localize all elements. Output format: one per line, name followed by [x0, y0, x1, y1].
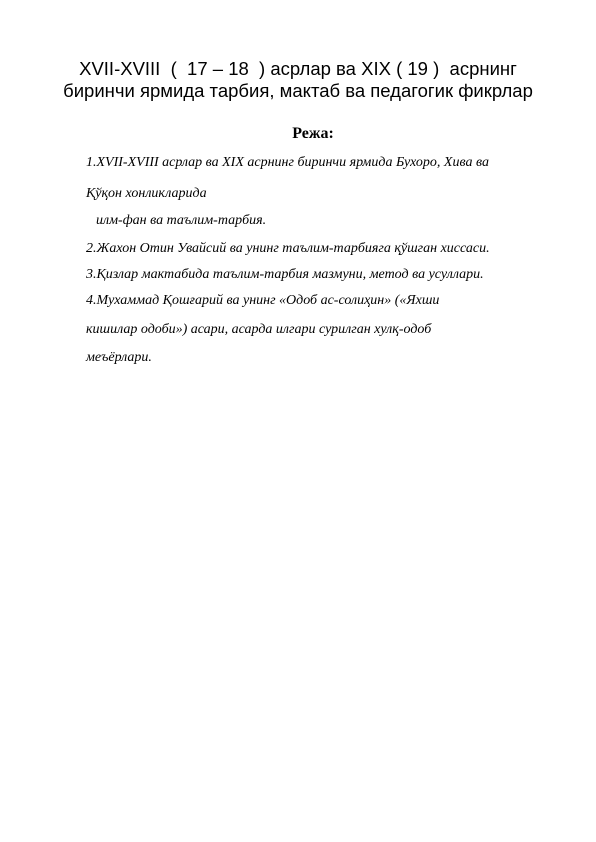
- plan-item-1-line-3: илм-фан ва таълим-тарбия.: [96, 213, 267, 228]
- document-title-line-1: XVII-XVIII ( 17 – 18 ) асрлар ва XIX ( 19 ) асрнинг: [79, 58, 517, 79]
- plan-heading: Режа:: [292, 125, 334, 142]
- plan-item-4-line-1: 4.Мухаммад Қошғарий ва унинг «Одоб ас-солиҳин» («Яхши: [86, 293, 440, 308]
- document-title-line-2: биринчи ярмида тарбия, мактаб ва педагогик фикрлар: [63, 80, 533, 101]
- plan-item-3: 3.Қизлар мактабида таълим-тарбия мазмуни, метод ва усуллари.: [86, 267, 484, 282]
- plan-item-2: 2.Жахон Отин Увайсий ва унинг таълим-тарбияга қўшган хиссаси.: [86, 241, 490, 256]
- plan-item-1-line-2: Қўқон хонликларида: [86, 186, 207, 201]
- plan-item-4-line-2: кишилар одоби») асари, асарда илгари сурилган хулқ-одоб: [86, 322, 432, 337]
- plan-item-4-line-3: меъёрлари.: [86, 350, 152, 365]
- plan-item-1-line-1: 1.XVII-XVIII асрлар ва XIX асрнинг биринчи ярмида Бухоро, Хива ва: [86, 155, 489, 170]
